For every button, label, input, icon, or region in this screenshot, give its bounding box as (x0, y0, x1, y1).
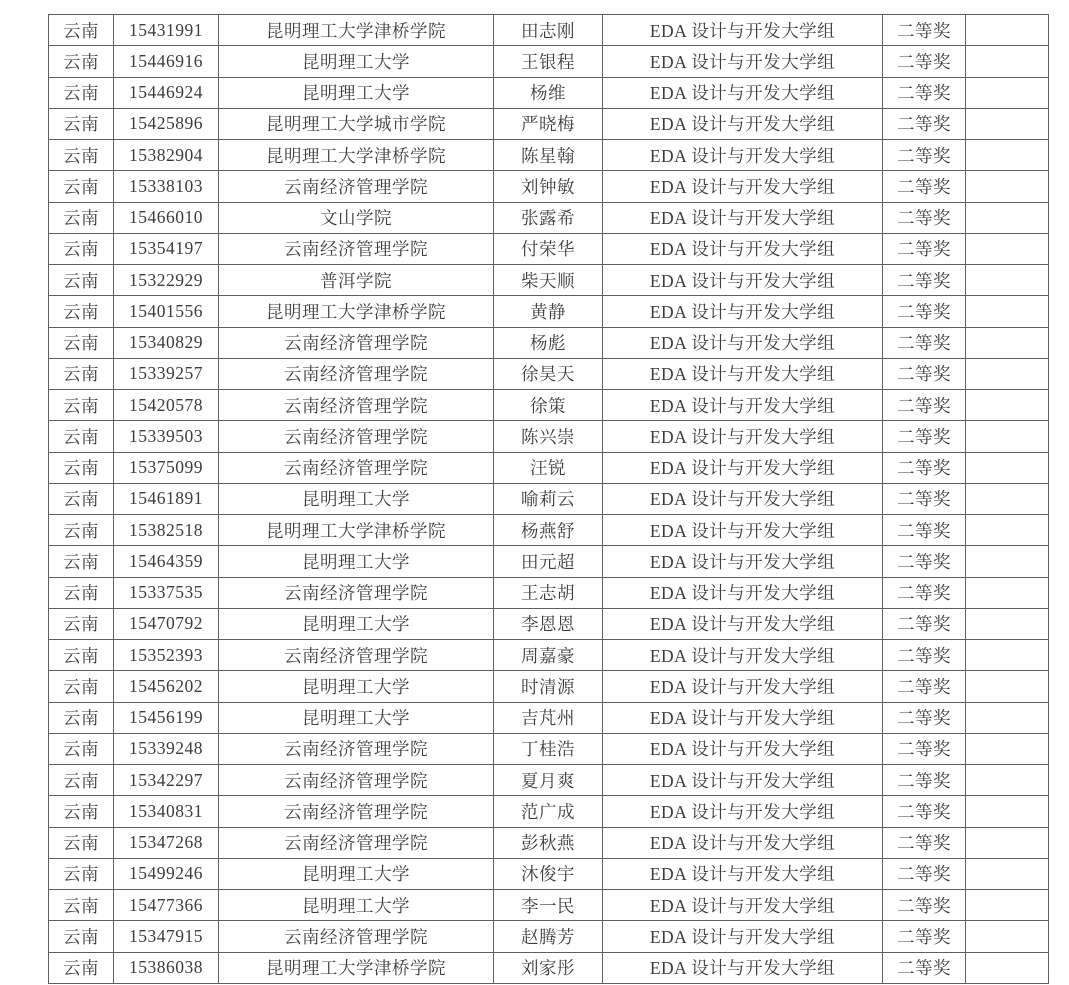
cell-award: 二等奖 (883, 952, 966, 984)
table-row (49, 671, 1049, 702)
cell-extra (966, 108, 1049, 139)
cell-extra (966, 765, 1049, 796)
cell-entry-id: 15322929 (114, 265, 219, 296)
cell-province: 云南 (49, 108, 114, 139)
cell-school: 文山学院 (219, 202, 494, 233)
cell-extra (966, 171, 1049, 202)
cell-entry-id: 15339248 (114, 733, 219, 764)
cell-school: 昆明理工大学 (219, 77, 494, 108)
cell-award: 二等奖 (883, 765, 966, 796)
cell-province: 云南 (49, 733, 114, 764)
cell-extra (966, 858, 1049, 889)
cell-group: EDA 设计与开发大学组 (603, 233, 883, 264)
cell-name: 徐昊天 (494, 358, 603, 389)
cell-province: 云南 (49, 890, 114, 921)
cell-school: 昆明理工大学津桥学院 (219, 15, 494, 46)
cell-school: 昆明理工大学 (219, 671, 494, 702)
table-row (49, 421, 1049, 452)
cell-province: 云南 (49, 577, 114, 608)
cell-province: 云南 (49, 671, 114, 702)
cell-award: 二等奖 (883, 296, 966, 327)
cell-name: 杨维 (494, 77, 603, 108)
cell-province: 云南 (49, 233, 114, 264)
cell-province: 云南 (49, 202, 114, 233)
cell-province: 云南 (49, 702, 114, 733)
cell-school: 昆明理工大学城市学院 (219, 108, 494, 139)
table-row (49, 296, 1049, 327)
cell-name: 柴天顺 (494, 265, 603, 296)
cell-province: 云南 (49, 296, 114, 327)
cell-group: EDA 设计与开发大学组 (603, 515, 883, 546)
cell-extra (966, 733, 1049, 764)
cell-entry-id: 15339503 (114, 421, 219, 452)
cell-entry-id: 15425896 (114, 108, 219, 139)
table-row (49, 858, 1049, 889)
cell-group: EDA 设计与开发大学组 (603, 921, 883, 952)
cell-award: 二等奖 (883, 452, 966, 483)
table-row (49, 608, 1049, 639)
cell-entry-id: 15347268 (114, 827, 219, 858)
table-row (49, 546, 1049, 577)
cell-entry-id: 15466010 (114, 202, 219, 233)
cell-school: 云南经济管理学院 (219, 171, 494, 202)
cell-group: EDA 设计与开发大学组 (603, 77, 883, 108)
cell-name: 沐俊宇 (494, 858, 603, 889)
cell-group: EDA 设计与开发大学组 (603, 952, 883, 984)
cell-award: 二等奖 (883, 796, 966, 827)
cell-name: 陈星翰 (494, 140, 603, 171)
cell-extra (966, 546, 1049, 577)
cell-province: 云南 (49, 827, 114, 858)
cell-extra (966, 608, 1049, 639)
cell-group: EDA 设计与开发大学组 (603, 296, 883, 327)
cell-extra (966, 140, 1049, 171)
table-row (49, 483, 1049, 514)
cell-entry-id: 15456199 (114, 702, 219, 733)
cell-group: EDA 设计与开发大学组 (603, 390, 883, 421)
cell-school: 昆明理工大学 (219, 46, 494, 77)
cell-name: 吉芃州 (494, 702, 603, 733)
cell-group: EDA 设计与开发大学组 (603, 827, 883, 858)
cell-extra (966, 702, 1049, 733)
cell-school: 昆明理工大学 (219, 702, 494, 733)
cell-group: EDA 设计与开发大学组 (603, 108, 883, 139)
cell-name: 王志胡 (494, 577, 603, 608)
cell-province: 云南 (49, 796, 114, 827)
cell-province: 云南 (49, 858, 114, 889)
cell-school: 云南经济管理学院 (219, 452, 494, 483)
cell-entry-id: 15464359 (114, 546, 219, 577)
cell-award: 二等奖 (883, 46, 966, 77)
table-row (49, 702, 1049, 733)
cell-school: 云南经济管理学院 (219, 640, 494, 671)
cell-entry-id: 15470792 (114, 608, 219, 639)
cell-group: EDA 设计与开发大学组 (603, 171, 883, 202)
cell-entry-id: 15431991 (114, 15, 219, 46)
cell-province: 云南 (49, 765, 114, 796)
cell-entry-id: 15342297 (114, 765, 219, 796)
cell-award: 二等奖 (883, 577, 966, 608)
cell-extra (966, 265, 1049, 296)
cell-award: 二等奖 (883, 140, 966, 171)
table-row (49, 921, 1049, 952)
cell-award: 二等奖 (883, 671, 966, 702)
cell-entry-id: 15339257 (114, 358, 219, 389)
cell-extra (966, 890, 1049, 921)
table-row (49, 827, 1049, 858)
cell-name: 田志刚 (494, 15, 603, 46)
cell-name: 王银程 (494, 46, 603, 77)
cell-group: EDA 设计与开发大学组 (603, 265, 883, 296)
cell-province: 云南 (49, 421, 114, 452)
cell-school: 昆明理工大学 (219, 858, 494, 889)
cell-award: 二等奖 (883, 171, 966, 202)
table-row (49, 358, 1049, 389)
cell-group: EDA 设计与开发大学组 (603, 546, 883, 577)
cell-name: 彭秋燕 (494, 827, 603, 858)
cell-province: 云南 (49, 452, 114, 483)
cell-school: 昆明理工大学 (219, 608, 494, 639)
cell-school: 普洱学院 (219, 265, 494, 296)
cell-extra (966, 515, 1049, 546)
cell-extra (966, 796, 1049, 827)
table-row (49, 640, 1049, 671)
table-row (49, 390, 1049, 421)
table-row (49, 15, 1049, 46)
cell-award: 二等奖 (883, 733, 966, 764)
table-row (49, 140, 1049, 171)
cell-award: 二等奖 (883, 640, 966, 671)
cell-school: 昆明理工大学津桥学院 (219, 952, 494, 984)
cell-name: 张露希 (494, 202, 603, 233)
cell-group: EDA 设计与开发大学组 (603, 890, 883, 921)
cell-province: 云南 (49, 265, 114, 296)
cell-award: 二等奖 (883, 483, 966, 514)
cell-name: 田元超 (494, 546, 603, 577)
cell-entry-id: 15354197 (114, 233, 219, 264)
cell-entry-id: 15499246 (114, 858, 219, 889)
cell-name: 刘家彤 (494, 952, 603, 984)
cell-group: EDA 设计与开发大学组 (603, 858, 883, 889)
cell-province: 云南 (49, 515, 114, 546)
cell-group: EDA 设计与开发大学组 (603, 452, 883, 483)
cell-school: 云南经济管理学院 (219, 390, 494, 421)
cell-extra (966, 452, 1049, 483)
table-row (49, 452, 1049, 483)
cell-extra (966, 827, 1049, 858)
cell-award: 二等奖 (883, 327, 966, 358)
cell-province: 云南 (49, 77, 114, 108)
cell-name: 丁桂浩 (494, 733, 603, 764)
cell-award: 二等奖 (883, 546, 966, 577)
cell-award: 二等奖 (883, 202, 966, 233)
cell-group: EDA 设计与开发大学组 (603, 421, 883, 452)
cell-group: EDA 设计与开发大学组 (603, 702, 883, 733)
cell-award: 二等奖 (883, 858, 966, 889)
cell-extra (966, 15, 1049, 46)
cell-province: 云南 (49, 140, 114, 171)
cell-entry-id: 15375099 (114, 452, 219, 483)
cell-extra (966, 671, 1049, 702)
cell-entry-id: 15446916 (114, 46, 219, 77)
cell-group: EDA 设计与开发大学组 (603, 140, 883, 171)
cell-extra (966, 233, 1049, 264)
cell-extra (966, 358, 1049, 389)
cell-extra (966, 77, 1049, 108)
cell-entry-id: 15382904 (114, 140, 219, 171)
table-row (49, 952, 1049, 984)
cell-school: 云南经济管理学院 (219, 827, 494, 858)
cell-school: 昆明理工大学津桥学院 (219, 296, 494, 327)
cell-extra (966, 327, 1049, 358)
cell-school: 昆明理工大学 (219, 890, 494, 921)
cell-name: 徐策 (494, 390, 603, 421)
cell-entry-id: 15446924 (114, 77, 219, 108)
cell-name: 夏月爽 (494, 765, 603, 796)
cell-name: 刘钟敏 (494, 171, 603, 202)
cell-province: 云南 (49, 952, 114, 984)
cell-school: 云南经济管理学院 (219, 733, 494, 764)
cell-extra (966, 577, 1049, 608)
cell-group: EDA 设计与开发大学组 (603, 327, 883, 358)
cell-award: 二等奖 (883, 921, 966, 952)
cell-group: EDA 设计与开发大学组 (603, 765, 883, 796)
cell-group: EDA 设计与开发大学组 (603, 733, 883, 764)
cell-school: 云南经济管理学院 (219, 421, 494, 452)
cell-entry-id: 15337535 (114, 577, 219, 608)
cell-province: 云南 (49, 15, 114, 46)
cell-group: EDA 设计与开发大学组 (603, 608, 883, 639)
table-row (49, 327, 1049, 358)
cell-award: 二等奖 (883, 358, 966, 389)
cell-name: 时清源 (494, 671, 603, 702)
cell-award: 二等奖 (883, 15, 966, 46)
cell-award: 二等奖 (883, 233, 966, 264)
table-row (49, 265, 1049, 296)
cell-group: EDA 设计与开发大学组 (603, 577, 883, 608)
cell-school: 云南经济管理学院 (219, 796, 494, 827)
cell-entry-id: 15477366 (114, 890, 219, 921)
cell-group: EDA 设计与开发大学组 (603, 796, 883, 827)
cell-entry-id: 15340831 (114, 796, 219, 827)
cell-school: 昆明理工大学 (219, 483, 494, 514)
cell-name: 赵腾芳 (494, 921, 603, 952)
cell-school: 云南经济管理学院 (219, 921, 494, 952)
cell-name: 严晓梅 (494, 108, 603, 139)
cell-extra (966, 202, 1049, 233)
cell-school: 昆明理工大学津桥学院 (219, 140, 494, 171)
cell-school: 昆明理工大学 (219, 546, 494, 577)
cell-province: 云南 (49, 327, 114, 358)
cell-group: EDA 设计与开发大学组 (603, 15, 883, 46)
table-row (49, 108, 1049, 139)
award-results-table (48, 14, 1049, 984)
award-table-body (49, 15, 1049, 984)
cell-name: 汪锐 (494, 452, 603, 483)
cell-award: 二等奖 (883, 827, 966, 858)
cell-award: 二等奖 (883, 702, 966, 733)
cell-entry-id: 15461891 (114, 483, 219, 514)
cell-entry-id: 15420578 (114, 390, 219, 421)
cell-name: 周嘉豪 (494, 640, 603, 671)
cell-province: 云南 (49, 483, 114, 514)
cell-school: 云南经济管理学院 (219, 327, 494, 358)
cell-award: 二等奖 (883, 515, 966, 546)
table-row (49, 202, 1049, 233)
cell-award: 二等奖 (883, 390, 966, 421)
cell-group: EDA 设计与开发大学组 (603, 46, 883, 77)
cell-extra (966, 421, 1049, 452)
table-row (49, 515, 1049, 546)
cell-entry-id: 15382518 (114, 515, 219, 546)
cell-name: 黄静 (494, 296, 603, 327)
cell-province: 云南 (49, 546, 114, 577)
table-row (49, 171, 1049, 202)
cell-award: 二等奖 (883, 608, 966, 639)
cell-group: EDA 设计与开发大学组 (603, 202, 883, 233)
cell-extra (966, 640, 1049, 671)
cell-province: 云南 (49, 358, 114, 389)
cell-entry-id: 15386038 (114, 952, 219, 984)
cell-group: EDA 设计与开发大学组 (603, 640, 883, 671)
cell-award: 二等奖 (883, 77, 966, 108)
cell-name: 范广成 (494, 796, 603, 827)
cell-award: 二等奖 (883, 890, 966, 921)
cell-province: 云南 (49, 171, 114, 202)
cell-school: 云南经济管理学院 (219, 765, 494, 796)
cell-school: 云南经济管理学院 (219, 233, 494, 264)
cell-entry-id: 15340829 (114, 327, 219, 358)
cell-name: 李恩恩 (494, 608, 603, 639)
table-row (49, 796, 1049, 827)
table-row (49, 46, 1049, 77)
cell-extra (966, 921, 1049, 952)
cell-group: EDA 设计与开发大学组 (603, 483, 883, 514)
table-row (49, 890, 1049, 921)
cell-extra (966, 390, 1049, 421)
cell-province: 云南 (49, 390, 114, 421)
cell-extra (966, 46, 1049, 77)
cell-entry-id: 15352393 (114, 640, 219, 671)
cell-entry-id: 15456202 (114, 671, 219, 702)
cell-entry-id: 15401556 (114, 296, 219, 327)
cell-name: 付荣华 (494, 233, 603, 264)
cell-school: 云南经济管理学院 (219, 358, 494, 389)
cell-name: 杨燕舒 (494, 515, 603, 546)
cell-extra (966, 952, 1049, 984)
table-row (49, 765, 1049, 796)
cell-entry-id: 15338103 (114, 171, 219, 202)
cell-group: EDA 设计与开发大学组 (603, 671, 883, 702)
cell-name: 陈兴崇 (494, 421, 603, 452)
table-row (49, 733, 1049, 764)
table-row (49, 77, 1049, 108)
cell-school: 昆明理工大学津桥学院 (219, 515, 494, 546)
table-row (49, 233, 1049, 264)
cell-province: 云南 (49, 46, 114, 77)
cell-province: 云南 (49, 921, 114, 952)
cell-name: 李一民 (494, 890, 603, 921)
cell-extra (966, 296, 1049, 327)
cell-award: 二等奖 (883, 265, 966, 296)
cell-extra (966, 483, 1049, 514)
cell-name: 杨彪 (494, 327, 603, 358)
cell-province: 云南 (49, 608, 114, 639)
cell-province: 云南 (49, 640, 114, 671)
cell-school: 云南经济管理学院 (219, 577, 494, 608)
table-row (49, 577, 1049, 608)
cell-group: EDA 设计与开发大学组 (603, 358, 883, 389)
cell-entry-id: 15347915 (114, 921, 219, 952)
cell-name: 喻莉云 (494, 483, 603, 514)
cell-award: 二等奖 (883, 421, 966, 452)
cell-award: 二等奖 (883, 108, 966, 139)
